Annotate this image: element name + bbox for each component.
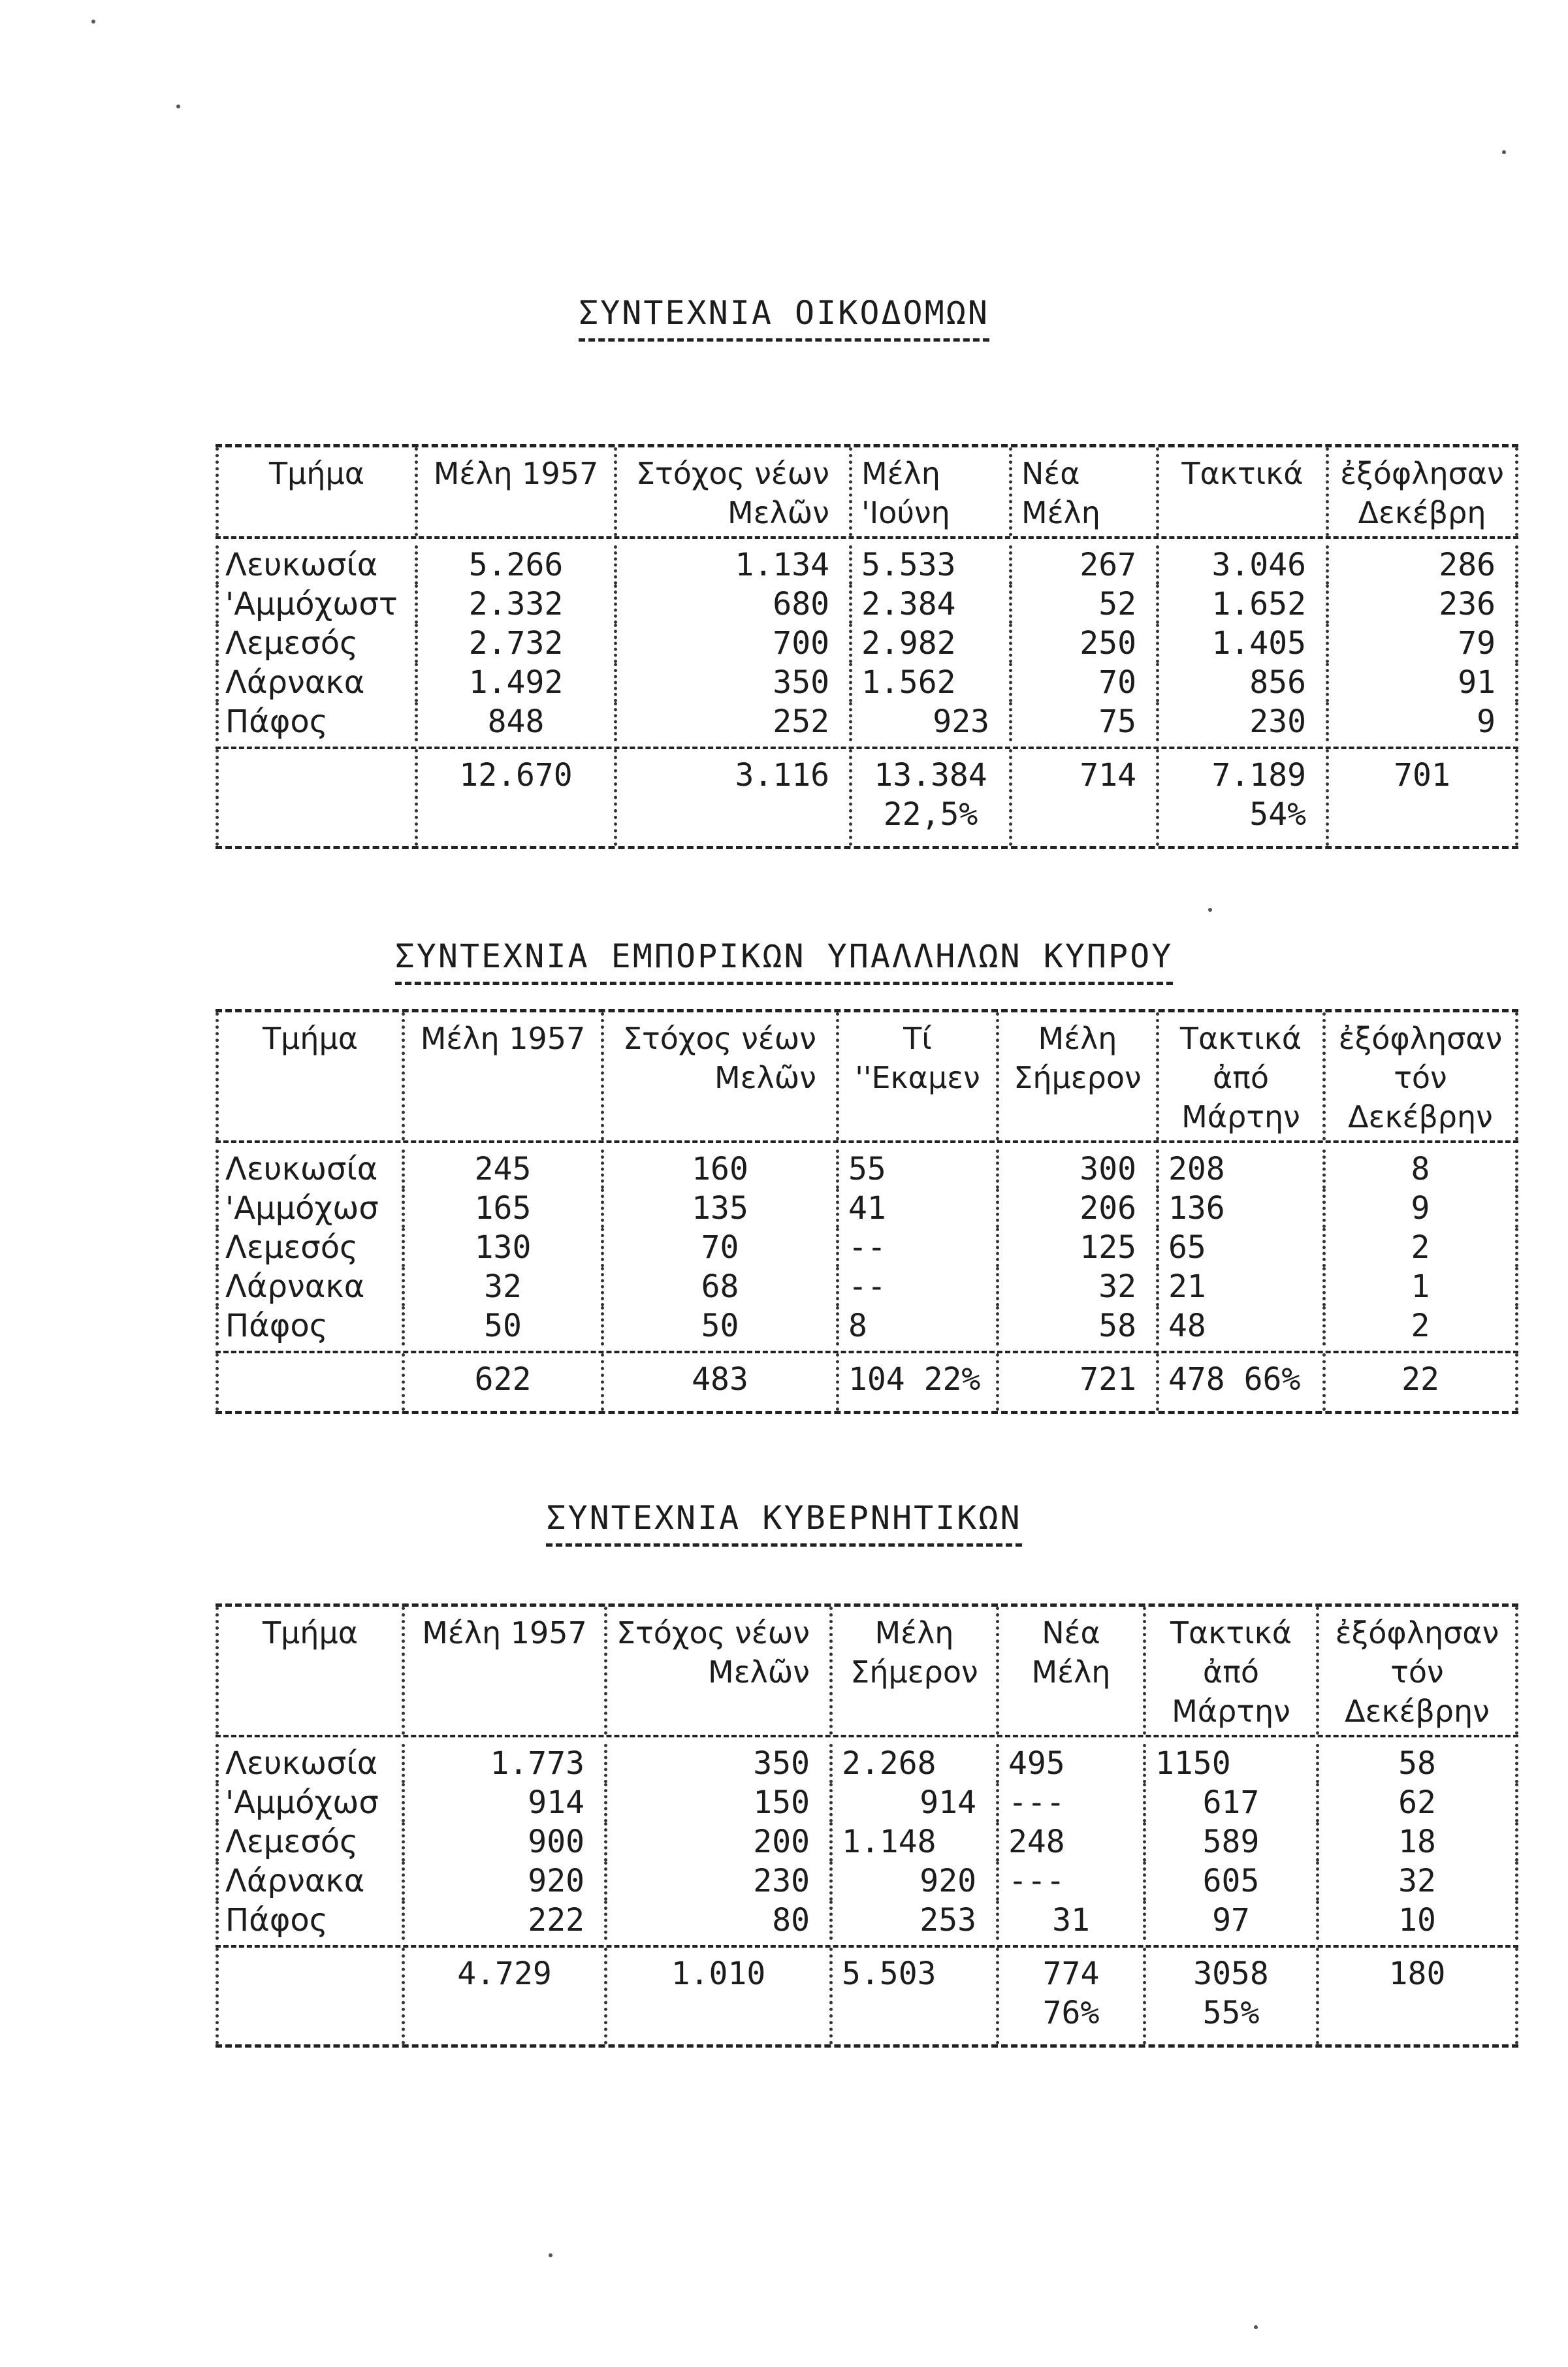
table-header (216, 447, 1518, 539)
header-regular-from-march: Τακτικά ἀπό Μάρτην (1159, 1012, 1326, 1140)
header-what-was-done: Τί ''Εκαμεν (839, 1012, 999, 1140)
table-row: Λεμεσός 900 200 1.148 248 589 18 (216, 1822, 1518, 1861)
header-members-1957: Μέλη 1957 (405, 1012, 604, 1140)
table-row: Λευκωσία 245 160 55 300 208 8 (216, 1150, 1518, 1189)
section-title-construction: ΣΥΝΤΕΧΝΙΑ ΟΙΚΟΔΟΜΩΝ (0, 294, 1568, 342)
scan-speck (549, 2253, 552, 2257)
table-header (216, 1012, 1518, 1143)
table-construction-union (216, 444, 1518, 849)
table-body (216, 1737, 1518, 1948)
header-members-today: Μέλη Σήμερον (999, 1012, 1159, 1140)
table-commercial-employees-union (216, 1009, 1518, 1414)
table-row: Λάρνακα 1.492 350 1.562 70 856 91 (216, 663, 1518, 702)
scan-speck (91, 20, 95, 24)
table-row: Πάφος 50 50 8 58 48 2 (216, 1306, 1518, 1345)
section-title-commercial-employees: ΣΥΝΤΕΧΝΙΑ ΕΜΠΟΡΙΚΩΝ ΥΠΑΛΛΗΛΩΝ ΚΥΠΡΟΥ (0, 937, 1568, 985)
header-paid-december: ἐξόφλησαν τόν Δεκέβρην (1326, 1012, 1518, 1140)
header-members-1957: Μέλη 1957 (418, 447, 617, 536)
header-target-new-members: Στόχος νέων Μελῶν (604, 1012, 839, 1140)
section-title-government-employees: ΣΥΝΤΕΧΝΙΑ ΚΥΒΕΡΝΗΤΙΚΩΝ (0, 1499, 1568, 1547)
header-target-new-members: Στόχος νέων Μελῶν (617, 447, 852, 536)
table-row: Λευκωσία 5.266 1.134 5.533 267 3.046 286 (216, 545, 1518, 585)
table-total-row: 4.729 1.010 5.503 774 76% 3058 55% 180 (216, 1948, 1518, 2044)
header-regular: Τακτικά (1159, 447, 1329, 536)
header-members-june: Μέλη 'Ιούνη (852, 447, 1012, 536)
table-row: 'Αμμόχωσ 165 135 41 206 136 9 (216, 1189, 1518, 1228)
table-total-row: 622 483 104 22% 721 478 66% 22 (216, 1353, 1518, 1411)
header-members-today: Μέλη Σήμερον (833, 1607, 999, 1735)
header-department: Τμήμα (216, 447, 418, 536)
header-new-members: Νέα Μέλη (999, 1607, 1146, 1735)
header-target-new-members: Στόχος νέων Μελῶν (607, 1607, 833, 1735)
table-row: Λεμεσός 2.732 700 2.982 250 1.405 79 (216, 624, 1518, 663)
table-header (216, 1607, 1518, 1737)
table-row: Λάρνακα 32 68 -- 32 21 1 (216, 1267, 1518, 1306)
scan-speck (1254, 2325, 1258, 2329)
header-members-1957: Μέλη 1957 (405, 1607, 607, 1735)
table-total-row: 12.670 3.116 13.384 22,5% 714 7.189 54% 701 (216, 749, 1518, 846)
table-row: 'Αμμόχωστ 2.332 680 2.384 52 1.652 236 (216, 585, 1518, 624)
table-body (216, 1143, 1518, 1353)
scan-speck (1502, 150, 1506, 154)
scan-speck (1208, 908, 1212, 912)
table-government-employees-union (216, 1603, 1518, 2048)
header-department: Τμήμα (216, 1607, 405, 1735)
table-row: Πάφος 848 252 923 75 230 9 (216, 702, 1518, 741)
header-paid-december: ἐξόφλησαν Δεκέβρη (1329, 447, 1518, 536)
table-row: Λάρνακα 920 230 920 --- 605 32 (216, 1861, 1518, 1901)
scan-speck (176, 105, 180, 108)
header-new-members: Νέα Μέλη (1012, 447, 1159, 536)
header-paid-december: ἐξόφλησαν τόν Δεκέβρην (1319, 1607, 1518, 1735)
table-body (216, 539, 1518, 749)
table-row: Πάφος 222 80 253 31 97 10 (216, 1901, 1518, 1940)
header-department: Τμήμα (216, 1012, 405, 1140)
table-row: Λεμεσός 130 70 -- 125 65 2 (216, 1228, 1518, 1267)
table-row: 'Αμμόχωσ 914 150 914 --- 617 62 (216, 1783, 1518, 1822)
header-regular-from-march: Τακτικά ἀπό Μάρτην (1146, 1607, 1319, 1735)
table-row: Λευκωσία 1.773 350 2.268 495 1150 58 (216, 1744, 1518, 1783)
